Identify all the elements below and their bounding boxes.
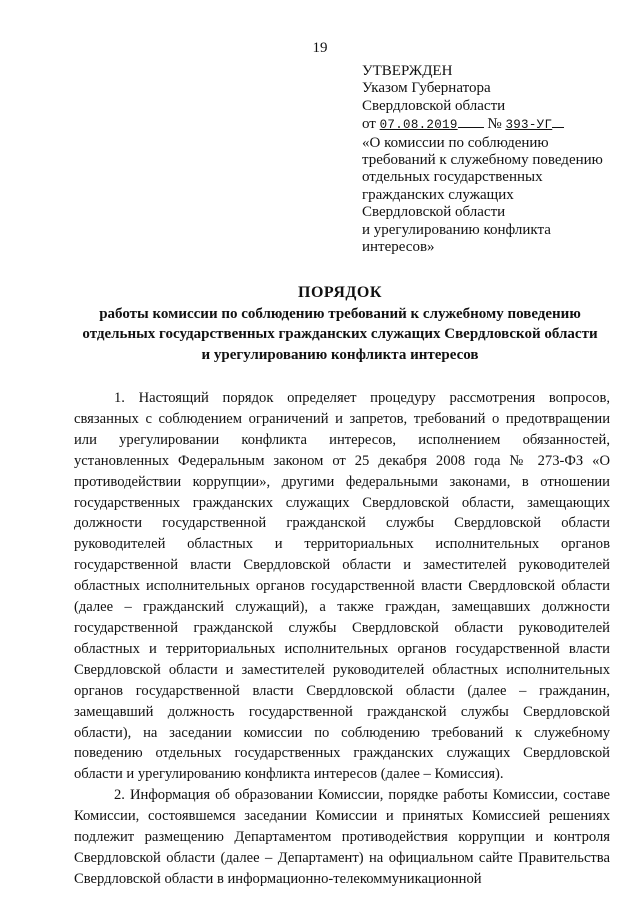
- decree-number: 393-УГ: [505, 118, 553, 133]
- decree-title-line: гражданских служащих: [362, 186, 514, 203]
- document-subheading-line: отдельных государственных гражданских служащих Свердловской области: [82, 326, 598, 342]
- decree-title-line: и урегулированию конфликта: [362, 221, 551, 238]
- page-number: 19: [312, 40, 328, 56]
- number-underline: [552, 115, 564, 128]
- approval-stamp: [362, 63, 622, 256]
- decree-title-line: требований к служебному поведению: [362, 152, 603, 169]
- paragraph-2: 2. Информация об образовании Комиссии, порядке работы Комиссии, составе Комиссии, состоявшемся заседании Комиссии и принятых Комиссией решениях подлежит размещению Департаментом противодействия коррупции и контроля Свердловской области (далее – Департамент) на официальном сайте Правительства Свердловской области в информационно-телекоммуникационной: [74, 787, 610, 887]
- document-subheading-line: и урегулированию конфликта интересов: [201, 346, 479, 363]
- document-heading: ПОРЯДОК: [298, 284, 382, 301]
- decree-title-line: «О комиссии по соблюдению: [362, 134, 549, 151]
- document-title-block: [40, 283, 640, 365]
- document-body: [74, 388, 610, 890]
- number-prefix: №: [487, 116, 502, 133]
- decree-date-number-line: [362, 115, 622, 134]
- date-prefix: от: [362, 116, 376, 133]
- decree-date: 07.08.2019: [379, 118, 458, 133]
- date-underline: [458, 115, 484, 128]
- approval-header: УТВЕРЖДЕН: [362, 63, 453, 79]
- document-subheading-line: работы комиссии по соблюдению требований к служебному поведению: [99, 305, 581, 322]
- approval-line-1: Указом Губернатора: [362, 80, 491, 97]
- decree-title-line: интересов»: [362, 239, 435, 256]
- paragraph-1: 1. Настоящий порядок определяет процедуру рассмотрения вопросов, связанных с соблюдением ограничений и запретов, требований о предотвращении или урегулировании конфликта интересов, исполнением обязанностей, установленных Федеральным законом от 25 декабря 2008 года № 273-ФЗ «О противодействии коррупции», другими федеральными законами, в отношении государственных гражданских служащих Свердловской области, замещающих должности государственной гражданской службы Свердловской области руководителей областных и территориальных исполнительных органов государственной власти Свердловской области и заместителей руководителей областных исполнительных органов государственной власти Свердловской области (далее – гражданский служащий), а также граждан, замещавших должности государственной гражданской службы Свердловской области руководителей областных и территориальных исполнительных органов государственной власти Свердловской области и заместителей руководителей областных исполнительных органов государственной власти Свердловской области (далее – гражданин, замещавший должность государственной гражданской службы Свердловской области), на заседании комиссии по соблюдению требований к служебному поведению отдельных государственных гражданских служащих Свердловской области и урегулированию конфликта интересов (далее – Комиссия).: [74, 390, 610, 783]
- decree-title-line: отдельных государственных: [362, 169, 543, 186]
- decree-title-line: Свердловской области: [362, 204, 506, 221]
- approval-line-2: Свердловской области: [362, 97, 506, 114]
